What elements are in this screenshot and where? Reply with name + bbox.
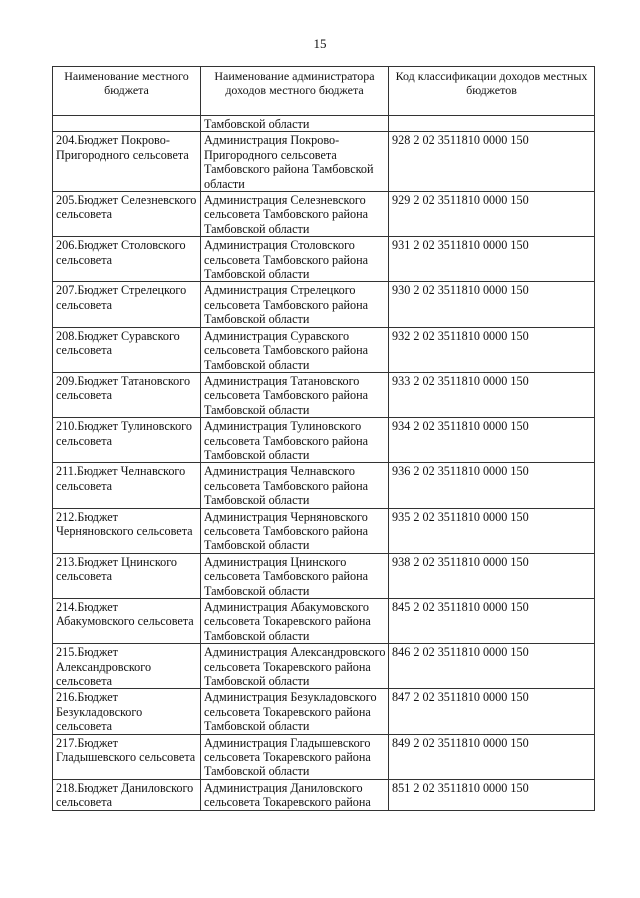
table-row xyxy=(53,644,595,689)
cell-administrator: Администрация Александровского сельсовета Токаревского района Тамбовской области xyxy=(201,644,389,689)
cell-administrator: Администрация Гладышевского сельсовета Токаревского района Тамбовской области xyxy=(201,734,389,779)
cell-administrator: Администрация Стрелецкого сельсовета Тамбовского района Тамбовской области xyxy=(201,282,389,327)
budget-classification-table xyxy=(52,66,595,811)
header-budget-name: Наименование местного бюджета xyxy=(53,67,201,116)
table-row xyxy=(53,132,595,192)
cell-code: 933 2 02 3511810 0000 150 xyxy=(389,372,595,417)
header-administrator-name: Наименование администратора доходов местного бюджета xyxy=(201,67,389,116)
table-row xyxy=(53,237,595,282)
cell-code: 851 2 02 3511810 0000 150 xyxy=(389,779,595,810)
page-number: 15 xyxy=(313,36,327,51)
table-body xyxy=(53,116,595,811)
cell-administrator: Тамбовской области xyxy=(201,116,389,132)
table-row xyxy=(53,282,595,327)
cell-code: 932 2 02 3511810 0000 150 xyxy=(389,327,595,372)
cell-budget: 213.Бюджет Цнинского сельсовета xyxy=(53,553,201,598)
cell-administrator: Администрация Столовского сельсовета Тамбовского района Тамбовской области xyxy=(201,237,389,282)
cell-budget: 214.Бюджет Абакумовского сельсовета xyxy=(53,599,201,644)
table-row xyxy=(53,327,595,372)
table-row xyxy=(53,553,595,598)
cell-budget: 216.Бюджет Безукладовского сельсовета xyxy=(53,689,201,734)
table-row-continuation xyxy=(53,116,595,132)
table-row xyxy=(53,463,595,508)
cell-code: 936 2 02 3511810 0000 150 xyxy=(389,463,595,508)
cell-code: 846 2 02 3511810 0000 150 xyxy=(389,644,595,689)
cell-budget: 210.Бюджет Тулиновского сельсовета xyxy=(53,418,201,463)
table-row xyxy=(53,689,595,734)
table-row xyxy=(53,508,595,553)
table-row xyxy=(53,734,595,779)
cell-code: 934 2 02 3511810 0000 150 xyxy=(389,418,595,463)
table-row xyxy=(53,418,595,463)
cell-administrator: Администрация Челнавского сельсовета Тамбовского района Тамбовской области xyxy=(201,463,389,508)
cell-administrator: Администрация Цнинского сельсовета Тамбовского района Тамбовской области xyxy=(201,553,389,598)
cell-administrator: Администрация Суравского сельсовета Тамбовского района Тамбовской области xyxy=(201,327,389,372)
cell-budget: 204.Бюджет Покрово-Пригородного сельсовета xyxy=(53,132,201,192)
cell-code: 930 2 02 3511810 0000 150 xyxy=(389,282,595,327)
cell-code xyxy=(389,116,595,132)
cell-code: 845 2 02 3511810 0000 150 xyxy=(389,599,595,644)
cell-administrator: Администрация Тулиновского сельсовета Тамбовского района Тамбовской области xyxy=(201,418,389,463)
table-row xyxy=(53,192,595,237)
table-row xyxy=(53,372,595,417)
cell-budget: 215.Бюджет Александровского сельсовета xyxy=(53,644,201,689)
header-classification-code: Код классификации доходов местных бюджетов xyxy=(389,67,595,116)
cell-code: 929 2 02 3511810 0000 150 xyxy=(389,192,595,237)
cell-budget: 206.Бюджет Столовского сельсовета xyxy=(53,237,201,282)
cell-code: 938 2 02 3511810 0000 150 xyxy=(389,553,595,598)
cell-administrator: Администрация Татановского сельсовета Тамбовского района Тамбовской области xyxy=(201,372,389,417)
table-header-row xyxy=(53,67,595,116)
cell-code: 847 2 02 3511810 0000 150 xyxy=(389,689,595,734)
cell-budget: 218.Бюджет Даниловского сельсовета xyxy=(53,779,201,810)
cell-administrator: Администрация Селезневского сельсовета Тамбовского района Тамбовской области xyxy=(201,192,389,237)
cell-administrator: Администрация Безукладовского сельсовета Токаревского района Тамбовской области xyxy=(201,689,389,734)
cell-administrator: Администрация Абакумовского сельсовета Токаревского района Тамбовской области xyxy=(201,599,389,644)
cell-code: 928 2 02 3511810 0000 150 xyxy=(389,132,595,192)
cell-budget: 205.Бюджет Селезневского сельсовета xyxy=(53,192,201,237)
cell-budget: 207.Бюджет Стрелецкого сельсовета xyxy=(53,282,201,327)
cell-budget: 212.Бюджет Черняновского сельсовета xyxy=(53,508,201,553)
cell-budget: 217.Бюджет Гладышевского сельсовета xyxy=(53,734,201,779)
cell-budget xyxy=(53,116,201,132)
cell-administrator: Администрация Черняновского сельсовета Тамбовского района Тамбовской области xyxy=(201,508,389,553)
table-row xyxy=(53,779,595,810)
table-row xyxy=(53,599,595,644)
cell-administrator: Администрация Даниловского сельсовета Токаревского района xyxy=(201,779,389,810)
cell-code: 849 2 02 3511810 0000 150 xyxy=(389,734,595,779)
cell-budget: 208.Бюджет Суравского сельсовета xyxy=(53,327,201,372)
cell-code: 931 2 02 3511810 0000 150 xyxy=(389,237,595,282)
cell-budget: 211.Бюджет Челнавского сельсовета xyxy=(53,463,201,508)
cell-administrator: Администрация Покрово-Пригородного сельсовета Тамбовского района Тамбовской области xyxy=(201,132,389,192)
cell-code: 935 2 02 3511810 0000 150 xyxy=(389,508,595,553)
cell-budget: 209.Бюджет Татановского сельсовета xyxy=(53,372,201,417)
